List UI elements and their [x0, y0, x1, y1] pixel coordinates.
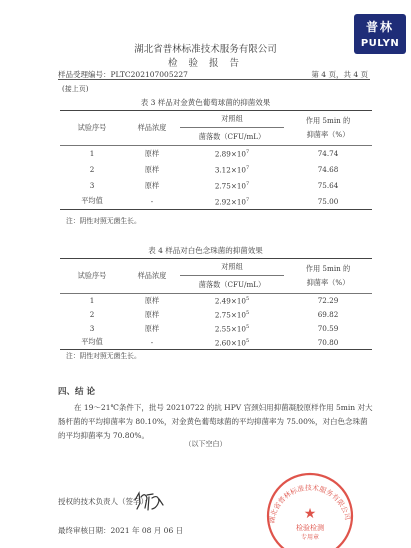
count-exponent: 7 [245, 164, 250, 171]
table4-header-no: 试验序号 [77, 271, 107, 280]
table4-header-conc: 样品浓度 [137, 271, 167, 280]
table4-header-count: 菌落数（CFU/mL） [198, 279, 266, 289]
table3-cell-no: 1 [89, 149, 95, 159]
table4-header-rate [284, 259, 372, 294]
table-row-average [60, 336, 372, 350]
table3-avg-label: 平均值 [81, 196, 103, 206]
conclusion-text: 在 19～21℃条件下，批号 20210722 的抗 HPV 宫颈妇用抑菌凝胶原样作用 5min 对大肠杆菌的平均抑菌率为 80.10%，对金黄色葡萄球菌的平均抑菌率为 75.00%，对白色念珠菌的平均抑菌率为 70.80%。 [58, 403, 373, 440]
table4-caption: 表 4 样品对白色念珠菌的抑菌效果 [148, 246, 263, 255]
table4-cell-count [180, 322, 284, 336]
table-row [60, 294, 372, 308]
count-exponent: 5 [245, 309, 250, 316]
table-row [60, 146, 372, 162]
count-exponent: 5 [245, 337, 250, 344]
table4-cell-count [180, 308, 284, 322]
table4-cell-rate: 69.82 [317, 310, 339, 319]
table3-cell-conc: 原样 [144, 180, 160, 190]
header-divider [58, 79, 370, 80]
table-row [60, 308, 372, 322]
table4-cell-count [180, 294, 284, 308]
table3-cell-count [180, 162, 284, 178]
page-number: 第 4 页，共 4 页 [311, 70, 368, 79]
report-title: 检 验 报 告 [167, 58, 244, 69]
table3-cell-rate: 74.74 [317, 149, 339, 159]
table3 [60, 110, 372, 210]
table-row-average [60, 194, 372, 210]
count-exponent: 7 [245, 196, 250, 203]
table3-header-no: 试验序号 [77, 123, 107, 132]
count-mantissa: 2.55×10 [214, 324, 246, 334]
count-mantissa: 2.49×10 [214, 296, 246, 306]
table3-cell-rate: 74.68 [317, 165, 339, 174]
table3-header-control: 对照组 [180, 111, 284, 128]
table3-avg-rate: 75.00 [317, 196, 339, 206]
handwritten-signature [132, 488, 166, 514]
table3-header-rate [284, 111, 372, 146]
table3-cell-conc: 原样 [144, 148, 160, 158]
table4-cell-conc: 原样 [144, 323, 160, 333]
count-mantissa: 2.75×10 [214, 310, 246, 320]
table4-cell-no: 2 [89, 310, 95, 319]
stamp-center-text: 检验检测 [296, 524, 324, 532]
conclusion-heading: 四、结 论 [58, 387, 95, 397]
count-mantissa: 2.75×10 [214, 181, 246, 191]
table4-avg-rate: 70.80 [317, 337, 339, 347]
stamp-center-text-2: 专用章 [300, 534, 320, 541]
table3-avg-conc: - [150, 196, 154, 206]
table3-header-rate-line1: 作用 5min 的 [305, 116, 351, 125]
table3-note: 注：阴性对照无菌生长。 [66, 217, 141, 225]
table4-cell-no: 1 [89, 296, 95, 306]
table4 [60, 258, 372, 350]
table3-cell-conc: 原样 [144, 164, 160, 174]
count-mantissa: 2.60×10 [214, 337, 246, 347]
count-exponent: 7 [245, 149, 250, 156]
table4-note: 注：阴性对照无菌生长。 [66, 352, 141, 360]
table3-cell-count [180, 178, 284, 194]
table3-header-rate-line2: 抑菌率（%） [306, 130, 350, 139]
company-name: 湖北省普林标准技术服务有限公司 [134, 44, 277, 55]
table3-cell-no: 3 [89, 181, 95, 190]
end-of-content: （以下空白） [184, 440, 227, 448]
approval-date: 最终审核日期：2021 年 08 月 06 日 [58, 526, 184, 535]
stamp-ring-text: 湖北省普林标准技术服务有限公司 [267, 483, 352, 525]
count-mantissa: 3.12×10 [214, 165, 246, 175]
table4-header-control: 对照组 [180, 259, 284, 276]
table3-avg-count [180, 194, 284, 210]
table3-cell-rate: 75.64 [317, 181, 339, 190]
table4-header-rate-line2: 抑菌率（%） [306, 278, 350, 287]
table3-cell-count [180, 146, 284, 162]
logo-cn: 普林 [365, 20, 394, 34]
count-exponent: 5 [245, 323, 250, 330]
count-exponent: 5 [245, 296, 250, 303]
table-row [60, 322, 372, 336]
table4-avg-label: 平均值 [81, 337, 103, 347]
table4-cell-rate: 72.29 [317, 296, 339, 306]
table4-avg-conc: - [150, 337, 154, 347]
table-row [60, 162, 372, 178]
table3-header-conc: 样品浓度 [137, 123, 167, 132]
signatory-label: 授权的技术负责人（签字）： [58, 497, 152, 506]
continued-label: (接上页) [62, 85, 89, 93]
count-mantissa: 2.92×10 [214, 196, 246, 206]
table4-cell-no: 3 [89, 324, 95, 333]
table3-caption: 表 3 样品对金黄色葡萄球菌的抑菌效果 [140, 98, 271, 107]
sample-number: 样品受理编号：PLTC202107005227 [58, 70, 188, 79]
table4-cell-conc: 原样 [144, 295, 160, 305]
svg-text:★: ★ [303, 506, 317, 522]
table4-cell-rate: 70.59 [317, 324, 339, 333]
table4-header-rate-line1: 作用 5min 的 [305, 264, 351, 273]
table4-avg-count [180, 336, 284, 350]
count-mantissa: 2.89×10 [214, 149, 246, 159]
table3-header-count: 菌落数（CFU/mL） [198, 131, 266, 141]
official-stamp [260, 468, 360, 548]
logo-en: PULYN [360, 38, 400, 49]
table-row [60, 178, 372, 194]
count-exponent: 7 [245, 180, 250, 187]
table3-cell-no: 2 [89, 165, 95, 174]
table4-cell-conc: 原样 [144, 309, 160, 319]
